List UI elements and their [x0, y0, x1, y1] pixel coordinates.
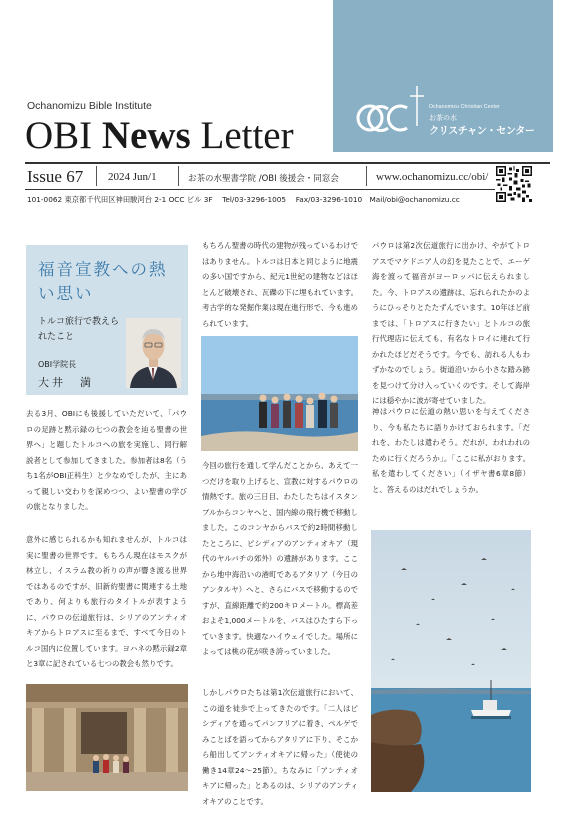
- logo-panel: [333, 0, 553, 152]
- contact-address: 101-0062 東京都千代田区神田駿河台 2-1 OCC ビル 3F Tel/03-3296-1005 Fax/03-3296-1010 Mail/obi@ochanomizu.cc: [27, 195, 460, 204]
- author-role: OBI学院長: [38, 360, 77, 369]
- feature-title: 福音宣教への熱い思い: [38, 260, 168, 303]
- issue-date: 2024 Jun/1: [108, 171, 157, 183]
- logo-text-jp2: クリスチャン・センター: [429, 126, 535, 137]
- article-column-2b: 今回の旅行を通して学んだことから、あえて一つだけを取り上げると、宣教に対するパウロの情熱です。旅の三日目、わたしたちはイスタンブルからコンヤへと、国内線の飛行機で移動しました。このコンヤからバスで約2時間移動したところに、ピシディアのアンティオキア（現代のヤルバチの郊外）の遺跡があります。ここから地中海沿いの港町であるアタリア（今日のアンタルヤ）へと、さらにバスで移動するのですが、直線距離で約200キロメートル。標高差およそ1,000メートルを、バスはひたすら下っていきます。快適なハイウェイでした。場所によっては桃の花が咲き誇っていました。: [202, 461, 358, 656]
- photo-group-sea: [201, 336, 358, 451]
- header-rule-bottom: [25, 189, 495, 190]
- divider: [178, 166, 179, 186]
- divider: [366, 166, 367, 186]
- photo-harbor: [371, 530, 531, 792]
- article-column-1a: 去る3月、OBIにも後援していただいて、「パウロの足跡と黙示録の七つの教会を辿る聖書の世界へ」と題したトルコへの旅を実施し、同行解説者として参加してきました。参加者は8名（うち1名がOBI正科生）と少なめでしたが、主にあって親しい交わりを深めつつ、よい聖書の学びの旅となりました。: [26, 409, 187, 511]
- occ-logo-icon: [355, 86, 427, 138]
- article-column-3b: 神はパウロに伝道の熱い思いを与えてくださり、今も私たちに語りかけておられます。「だれを、わたしは遣わそう。だれが、われわれのために行くだろうか」。「ここに私がおります。私を遣わしてください」（イザヤ書6章8節）と、答えるのはだれでしょうか。: [372, 407, 530, 494]
- qr-code-icon[interactable]: [496, 166, 532, 202]
- article-column-2a: もちろん聖書の時代の建物が残っているわけではありません。トルコは日本と同じように地震の多い国ですから、紀元1世紀の建物などはほとんど破壊され、瓦礫の下に埋もれています。考古学的な発掘作業は現在進行形で、今も進められています。: [202, 241, 358, 328]
- author-name: 大井 満: [38, 376, 94, 389]
- issue-number: Issue 67: [27, 167, 84, 186]
- logo-text-en: Ochanomizu Christian Center: [429, 104, 500, 110]
- article-column-3a: パウロは第2次伝道旅行に出かけ、やがてトロアスでマケドニア人の幻を見たことで、エーゲ海を渡って福音がヨーロッパに伝えられました。今、トロアスの遺跡は、忘れられたかのようにひっそりとたたずんでいます。10年ほど前までは、「トロアスに行きたい」とトルコの旅行代理店に伝えても、有名なトロイに連れて行かれたほどだそうです。今でも、訪れる人もわずかなのでしょう。街道沿いから小さな踏み跡を見つけて分け入っていくのです。そして海岸には穏やかに波が寄せていました。: [372, 241, 530, 405]
- org-jp-name: お茶の水聖書学院 /OBI 後援会・同窓会: [188, 174, 339, 184]
- org-en-name: Ochanomizu Bible Institute: [27, 100, 152, 112]
- title-letter: Letter: [200, 114, 294, 157]
- divider: [96, 166, 97, 186]
- title-obi: OBI: [25, 114, 93, 157]
- article-column-1b: 意外に感じられるかも知れませんが、トルコは実に聖書の世界です。もちろん現在はモスクが林立し、イスラム教の祈りの声が響き渡る世界ではあるのですが、旧新約聖書に関連する土地であり、何よりも旅行のタイトルが表すように、パウロの伝道旅行は、シリアのアンティオキアからトロアスに至るまで、すべて今日のトルコ国内に位置しています。ヨハネの黙示録2章と3章に記されている七つの教会も然りです。: [26, 535, 187, 668]
- article-column-2c: しかしパウロたちは第1次伝道旅行において、この道を徒歩で上ってきたのです。「二人はピシディアを通ってパンフリアに着き、ペルゲでみことばを語ってからアタリアに下り、そこから船出してアンティオキアに帰った」（使徒の働き14章24〜25節）。ちなみに「アンティオキアに帰った」とあるのは、シリアのアンティオキアのことです。: [202, 688, 358, 806]
- feature-box: [26, 245, 188, 395]
- header-rule-top: [25, 162, 550, 164]
- photo-ruins: [26, 684, 188, 791]
- title-news: News: [101, 114, 191, 157]
- website-link[interactable]: www.ochanomizu.cc/obi/: [376, 171, 489, 183]
- logo-text-jp1: お茶の水: [429, 114, 457, 122]
- feature-subtitle: トルコ旅行で教えられたこと: [38, 317, 120, 342]
- newsletter-title: [25, 115, 294, 157]
- author-portrait: [126, 318, 181, 388]
